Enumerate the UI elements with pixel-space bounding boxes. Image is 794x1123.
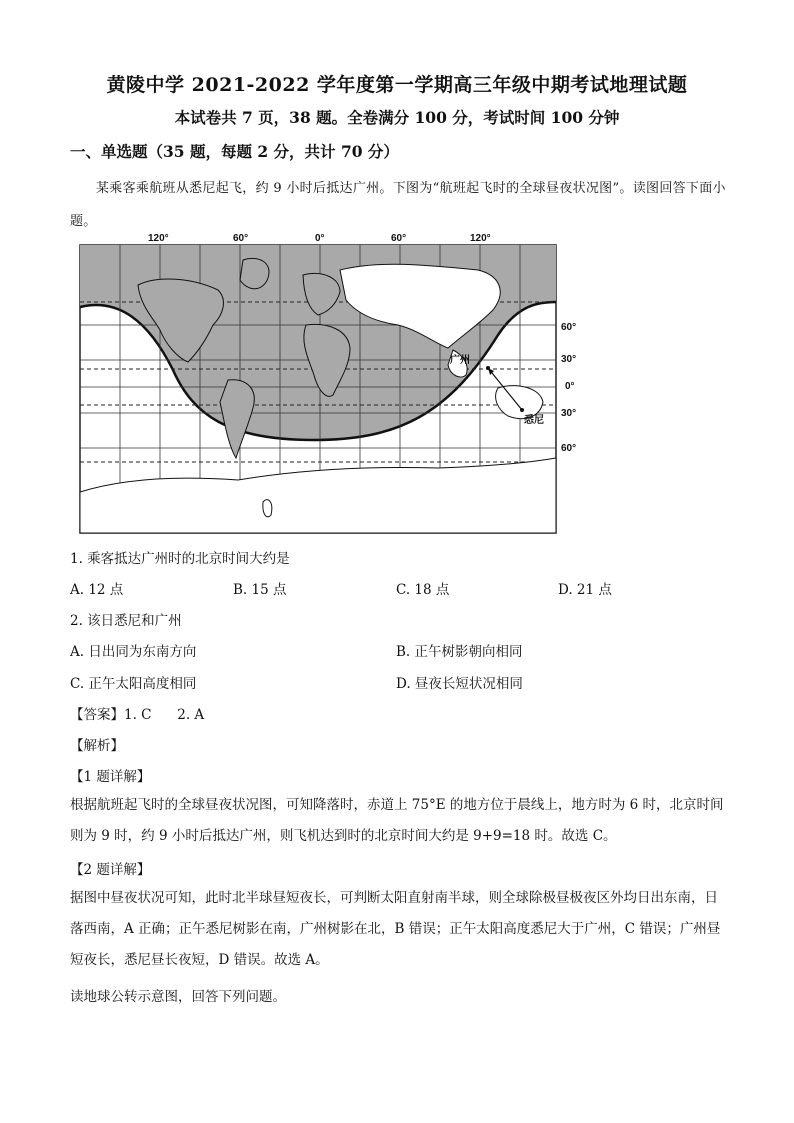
latitude-label: 30° <box>561 354 577 365</box>
analysis-label: 【解析】 <box>70 738 124 754</box>
closing-line: 读地球公转示意图，回答下列问题。 <box>70 989 286 1005</box>
city-label-guangzhou: 广州 <box>450 355 470 366</box>
day-night-map <box>78 230 588 535</box>
section-heading: 一、单选题（35 题，每题 2 分，共计 70 分） <box>70 142 399 161</box>
longitude-label: 120° <box>470 233 491 244</box>
detail-1-label: 【1 题详解】 <box>70 769 151 785</box>
detail-2-text: 据图中昼夜状况可知，此时北半球昼短夜长，可判断太阳直射南半球，则全球除极昼极夜区外均日出东南，日落西南，A 正确；正午悉尼树影在南，广州树影在北，B 错误；正午太阳高度悉尼大于广州，C 错误；广州昼短夜长，悉尼昼长夜短，D 错误。故选 A。 <box>70 890 721 968</box>
longitude-label: 60° <box>391 233 407 244</box>
guangzhou-point <box>486 366 490 370</box>
answer-block <box>70 703 204 723</box>
question-1-option-c: C. 18 点 <box>396 582 450 598</box>
question-2-option-c: C. 正午太阳高度相同 <box>70 676 197 692</box>
exam-subtitle: 本试卷共 7 页，38 题。全卷满分 100 分，考试时间 100 分钟 <box>174 108 620 127</box>
page-title: 黄陵中学 2021-2022 学年度第一学期高三年级中期考试地理试题 <box>106 74 688 96</box>
detail-2-label: 【2 题详解】 <box>70 862 151 878</box>
city-label-sydney: 悉尼 <box>524 415 544 426</box>
answer-label: 【答案】 <box>70 707 124 723</box>
latitude-label: 60° <box>561 322 577 333</box>
question-2-option-a: A. 日出同为东南方向 <box>70 644 197 660</box>
latitude-label: 30° <box>561 408 577 419</box>
question-1-stem: 1. 乘客抵达广州时的北京时间大约是 <box>70 551 290 567</box>
answer-text: 1. C 2. A <box>124 707 205 723</box>
question-1-option-b: B. 15 点 <box>233 582 287 598</box>
sydney-point <box>520 408 524 412</box>
question-2-option-d: D. 昼夜长短状况相同 <box>396 676 523 692</box>
detail-1-text: 根据航班起飞时的全球昼夜状况图，可知降落时，赤道上 75°E 的地方位于晨线上，地方时为 6 时，北京时间则为 9 时，约 9 小时后抵达广州，则飞机达到时的北京时间大约是 9+9=18 时。故选 C。 <box>70 797 724 844</box>
question-1-option-a: A. 12 点 <box>70 582 124 598</box>
longitude-label: 60° <box>233 233 249 244</box>
question-1-option-d: D. 21 点 <box>558 582 612 598</box>
question-2-option-b: B. 正午树影朝向相同 <box>396 644 523 660</box>
latitude-label: 60° <box>561 443 577 454</box>
latitude-label: 0° <box>565 381 575 392</box>
question-2-stem: 2. 该日悉尼和广州 <box>70 613 182 629</box>
question-intro: 某乘客乘航班从悉尼起飞，约 9 小时后抵达广州。下图为“航班起飞时的全球昼夜状况图”。读图回答下面小题。 <box>70 181 726 229</box>
longitude-label: 0° <box>315 233 325 244</box>
longitude-label: 120° <box>148 233 169 244</box>
